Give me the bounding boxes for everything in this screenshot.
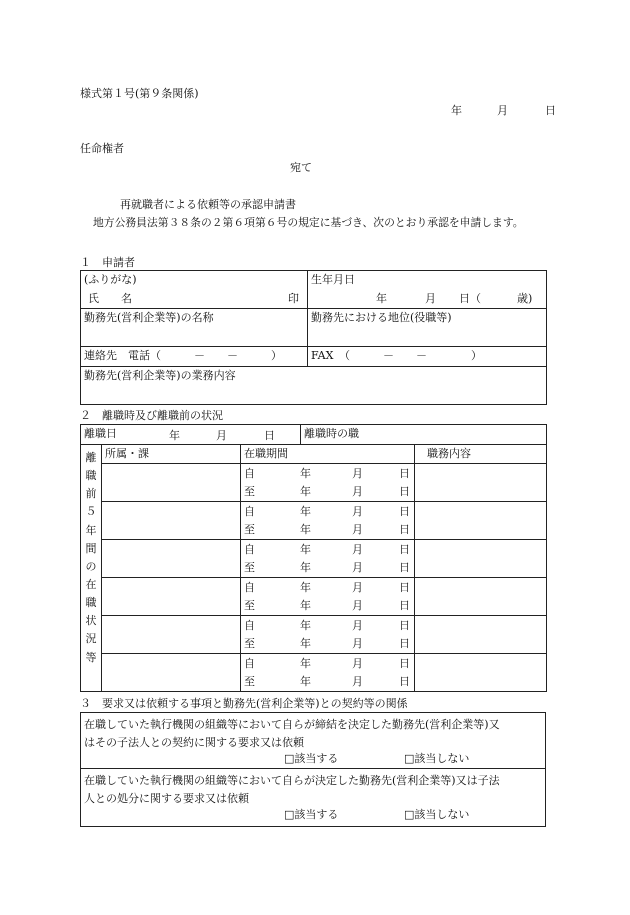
- period-month-label: 月: [352, 637, 363, 650]
- period-from-label: 自: [244, 581, 255, 594]
- period-year-label: 年: [300, 599, 311, 612]
- business-label: 勤務先(営利企業等)の業務内容: [84, 369, 236, 382]
- contract-request-text-1: 在職していた執行機関の組織等において自らが締結を決定した勤務先(営利企業等)又: [84, 718, 500, 731]
- duties-cell[interactable]: [415, 616, 547, 654]
- history-row: [81, 464, 547, 502]
- period-month-label: 月: [352, 543, 363, 556]
- employer-position-label: 勤務先における地位(役職等): [311, 311, 452, 324]
- phone-label: 連絡先 電話（ － － ）: [84, 349, 282, 363]
- period-day-label: 日: [399, 561, 410, 574]
- retire-year-label: 年: [169, 429, 180, 442]
- contract-request-cell: [81, 713, 546, 769]
- fax-cell[interactable]: [308, 347, 547, 367]
- retirement-date-table: [80, 424, 547, 445]
- disposition-request-cell: [81, 769, 546, 827]
- period-month-label: 月: [352, 561, 363, 574]
- disposition-applies-checkbox[interactable]: □該当する: [284, 808, 339, 822]
- period-day-label: 日: [399, 467, 410, 480]
- side-label-char: の: [85, 559, 97, 573]
- form-number: 様式第１号(第９条関係): [80, 87, 199, 100]
- name-label: 氏 名: [88, 291, 132, 305]
- duties-cell[interactable]: [415, 502, 547, 540]
- period-year-label: 年: [300, 467, 311, 480]
- employment-history-table: [80, 444, 547, 692]
- disposition-request-text-1: 在職していた執行機関の組織等において自らが決定した勤務先(営利企業等)又は子法: [84, 774, 500, 787]
- period-month-label: 月: [352, 619, 363, 632]
- period-to-label: 至: [244, 561, 255, 574]
- side-label-char: 状: [85, 614, 97, 628]
- date-month-label: 月: [497, 104, 508, 117]
- date-day-label: 日: [545, 104, 556, 117]
- retire-post-cell[interactable]: [301, 425, 547, 445]
- period-day-label: 日: [399, 637, 410, 650]
- dept-cell[interactable]: [102, 464, 241, 502]
- history-row: [81, 540, 547, 578]
- period-cell[interactable]: [241, 654, 415, 692]
- employer-position-cell[interactable]: [308, 309, 547, 347]
- birth-month-label: 月: [425, 291, 436, 305]
- contract-applies-checkbox[interactable]: □該当する: [284, 752, 339, 766]
- period-from-label: 自: [244, 467, 255, 480]
- side-label-char: 況: [85, 632, 97, 646]
- period-cell[interactable]: [241, 616, 415, 654]
- period-year-label: 年: [300, 637, 311, 650]
- period-from-label: 自: [244, 505, 255, 518]
- business-cell[interactable]: [81, 367, 547, 405]
- period-year-label: 年: [300, 581, 311, 594]
- period-month-label: 月: [352, 467, 363, 480]
- period-cell[interactable]: [241, 540, 415, 578]
- birthdate-cell[interactable]: [308, 271, 547, 309]
- period-to-label: 至: [244, 523, 255, 536]
- section1-heading: １ 申請者: [80, 256, 135, 269]
- period-day-label: 日: [399, 619, 410, 632]
- period-day-label: 日: [399, 523, 410, 536]
- period-cell[interactable]: [241, 502, 415, 540]
- retire-day-label: 日: [264, 429, 275, 442]
- period-month-label: 月: [352, 485, 363, 498]
- period-day-label: 日: [399, 485, 410, 498]
- contract-request-text-2: はその子法人との契約に関する要求又は依頼: [84, 735, 304, 749]
- retire-post-label: 離職時の職: [304, 427, 359, 441]
- age-label: 歳): [517, 291, 533, 305]
- seal-label: 印: [288, 291, 299, 305]
- dept-cell[interactable]: [102, 502, 241, 540]
- history-row: [81, 578, 547, 616]
- period-to-label: 至: [244, 675, 255, 688]
- side-label-char: 年: [85, 523, 97, 537]
- period-to-label: 至: [244, 599, 255, 612]
- applicant-table: [80, 270, 547, 405]
- period-cell[interactable]: [241, 578, 415, 616]
- period-year-label: 年: [300, 543, 311, 556]
- addressee-label: 宛て: [290, 161, 312, 174]
- section3-heading: ３ 要求又は依頼する事項と勤務先(営利企業等)との契約等の関係: [80, 697, 408, 710]
- period-month-label: 月: [352, 675, 363, 688]
- relation-table: [80, 712, 546, 827]
- side-label-char: 間: [85, 541, 97, 555]
- period-year-label: 年: [300, 485, 311, 498]
- period-day-label: 日: [399, 543, 410, 556]
- period-day-label: 日: [399, 505, 410, 518]
- duties-cell[interactable]: [415, 654, 547, 692]
- side-label-char: 職: [85, 469, 97, 483]
- period-to-label: 至: [244, 485, 255, 498]
- history-row: [81, 616, 547, 654]
- date-year-label: 年: [451, 104, 462, 117]
- period-cell[interactable]: [241, 464, 415, 502]
- retire-month-label: 月: [216, 429, 227, 442]
- period-year-label: 年: [300, 523, 311, 536]
- period-to-label: 至: [244, 637, 255, 650]
- retire-date-label: 離職日: [84, 427, 117, 441]
- duties-header: 職務内容: [415, 445, 547, 464]
- phone-cell[interactable]: [81, 347, 308, 367]
- period-year-label: 年: [300, 657, 311, 670]
- history-side-label: [81, 445, 102, 692]
- dept-cell[interactable]: [102, 540, 241, 578]
- side-label-char: 職: [85, 596, 97, 610]
- duties-cell[interactable]: [415, 540, 547, 578]
- period-month-label: 月: [352, 657, 363, 670]
- period-year-label: 年: [300, 561, 311, 574]
- period-from-label: 自: [244, 657, 255, 670]
- side-label-char: 等: [85, 650, 97, 664]
- side-label-char: 在: [85, 577, 97, 591]
- period-month-label: 月: [352, 599, 363, 612]
- duties-cell[interactable]: [415, 464, 547, 502]
- birth-year-label: 年: [376, 291, 387, 305]
- side-label-char: 離: [85, 451, 97, 464]
- period-from-label: 自: [244, 543, 255, 556]
- section2-heading: ２ 離職時及び離職前の状況: [80, 409, 223, 422]
- duties-cell[interactable]: [415, 578, 547, 616]
- intro-text: 地方公務員法第３８条の２第６項第６号の規定に基づき、次のとおり承認を申請します。: [93, 216, 524, 229]
- furigana-label: (ふりがな): [84, 273, 137, 286]
- disposition-request-text-2: 人との処分に関する要求又は依頼: [84, 791, 249, 805]
- contract-not-applies-checkbox[interactable]: □該当しない: [404, 752, 470, 766]
- history-row: [81, 502, 547, 540]
- dept-cell[interactable]: [102, 654, 241, 692]
- name-cell[interactable]: [81, 271, 308, 309]
- document-title: 再就職者による依頼等の承認申請書: [120, 198, 296, 211]
- history-row: [81, 654, 547, 692]
- period-year-label: 年: [300, 505, 311, 518]
- period-day-label: 日: [399, 675, 410, 688]
- birthdate-label: 生年月日: [311, 273, 355, 286]
- period-day-label: 日: [399, 599, 410, 612]
- period-month-label: 月: [352, 581, 363, 594]
- appointer-label: 任命権者: [80, 142, 124, 155]
- dept-cell[interactable]: [102, 578, 241, 616]
- disposition-not-applies-checkbox[interactable]: □該当しない: [404, 808, 470, 822]
- period-from-label: 自: [244, 619, 255, 632]
- period-day-label: 日: [399, 657, 410, 670]
- period-year-label: 年: [300, 675, 311, 688]
- period-month-label: 月: [352, 523, 363, 536]
- employer-name-label: 勤務先(営利企業等)の名称: [84, 311, 214, 324]
- period-header: 在職期間: [241, 445, 415, 464]
- birth-day-label: 日（: [459, 291, 481, 305]
- employer-name-cell[interactable]: [81, 309, 308, 347]
- side-label-char: 前: [85, 487, 97, 501]
- dept-cell[interactable]: [102, 616, 241, 654]
- period-day-label: 日: [399, 581, 410, 594]
- period-year-label: 年: [300, 619, 311, 632]
- fax-label: FAX （ － － ）: [311, 349, 482, 363]
- side-label-char: ５: [85, 505, 97, 519]
- retire-date-cell[interactable]: [81, 425, 301, 445]
- dept-header: 所属・課: [102, 445, 241, 464]
- period-month-label: 月: [352, 505, 363, 518]
